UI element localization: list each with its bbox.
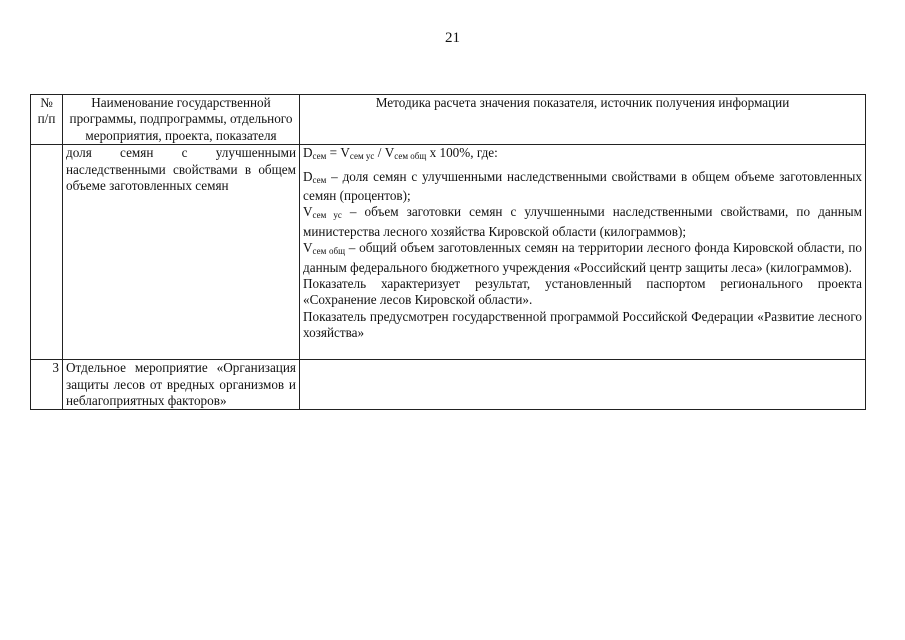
definition-symbol: V bbox=[303, 204, 313, 220]
formula-eq: = V bbox=[326, 145, 350, 161]
row-1-num bbox=[31, 145, 63, 360]
header-num: № п/п bbox=[31, 95, 63, 145]
table-header-row bbox=[31, 95, 866, 145]
note-program: Показатель предусмотрен государственной программой Российской Федерации «Развитие лесного хозяйства» bbox=[303, 308, 862, 341]
formula-tail: x 100%, где: bbox=[426, 145, 498, 161]
table-row bbox=[31, 360, 866, 410]
formula bbox=[303, 145, 862, 164]
definition-text: – объем заготовки семян с улучшенными наследственными свойствами, по данным министерства лесного хозяйства Кировской области (килограммов); bbox=[303, 204, 862, 239]
definition-text: – общий объем заготовленных семян на территории лесного фонда Кировской области, по данным федерального бюджетного учреждения «Российский центр защиты леса» (килограммов). bbox=[303, 240, 862, 275]
row-2-name: Отдельное мероприятие «Организация защиты лесов от вредных организмов и неблагоприятных факторов» bbox=[63, 360, 300, 410]
definition-sub: сем bbox=[312, 174, 327, 185]
row-2-num: 3 bbox=[31, 360, 63, 410]
row-1-name: доля семян с улучшенными наследственными свойствами в общем объеме заготовленных семян bbox=[63, 145, 300, 360]
definition-symbol: D bbox=[303, 168, 313, 184]
formula-slash: / V bbox=[374, 145, 395, 161]
formula-v1-sub: сем ус bbox=[349, 151, 375, 162]
indicator-table bbox=[30, 94, 866, 410]
formula-lhs: D bbox=[303, 145, 313, 161]
page-number: 21 bbox=[445, 30, 460, 46]
definition-d bbox=[303, 169, 862, 205]
definition-v-us bbox=[303, 204, 862, 240]
note-result: Показатель характеризует результат, установленный паспортом регионального проекта «Сохранение лесов Кировской области». bbox=[303, 276, 862, 308]
table-row bbox=[31, 145, 866, 360]
definition-v-obsh bbox=[303, 240, 862, 276]
header-name: Наименование государственной программы, подпрограммы, отдельного мероприятия, проекта, показателя bbox=[63, 95, 300, 145]
header-method: Методика расчета значения показателя, источник получения информации bbox=[300, 95, 866, 145]
definition-symbol: V bbox=[303, 240, 313, 256]
definition-sub: сем общ bbox=[312, 246, 346, 257]
formula-lhs-sub: сем bbox=[312, 151, 327, 162]
row-2-method bbox=[300, 360, 866, 410]
definition-text: – доля семян с улучшенными наследственными свойствами в общем объеме заготовленных семян (процентов); bbox=[303, 168, 862, 204]
row-1-method bbox=[300, 145, 866, 360]
formula-v2-sub: сем общ bbox=[394, 151, 427, 162]
definition-sub: сем ус bbox=[312, 210, 342, 221]
